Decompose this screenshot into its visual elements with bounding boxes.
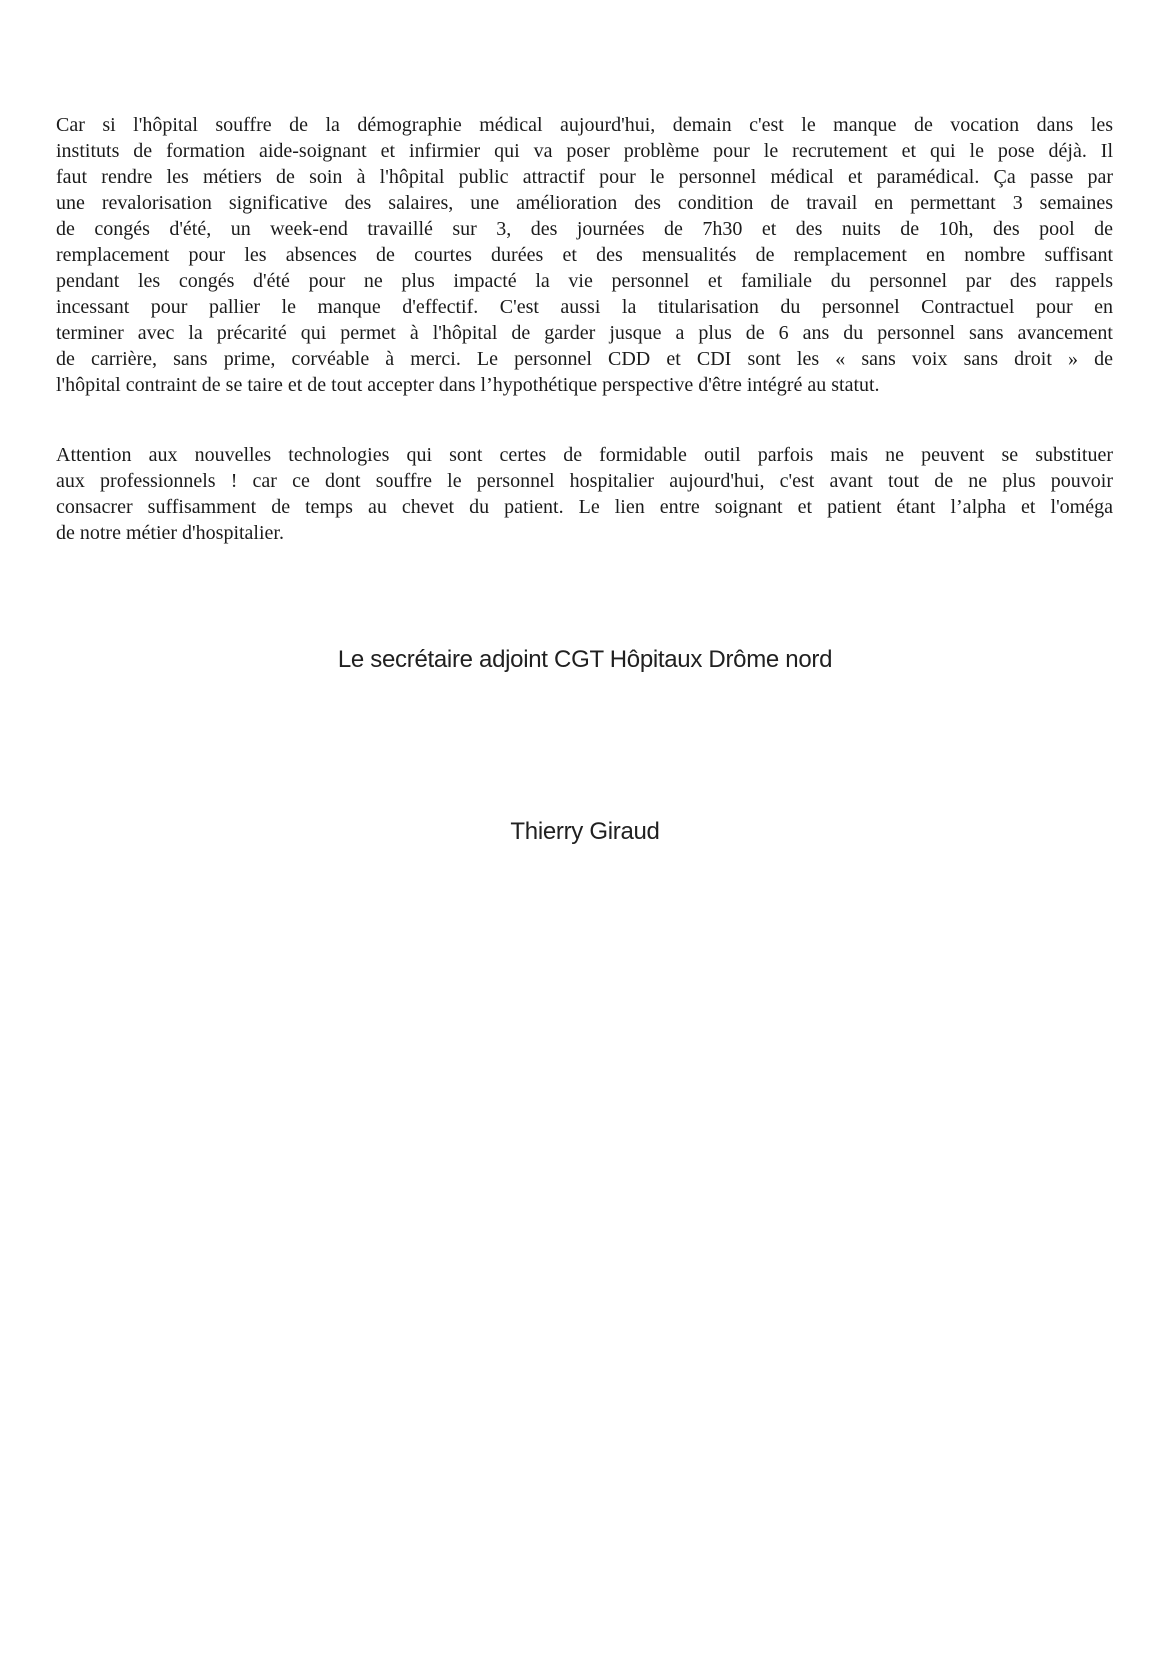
text-line: de congés d'été, un week-end travaillé sur 3, des journées de 7h30 et des nuits de 10h, des pool de <box>56 218 1113 240</box>
text-line: remplacement pour les absences de courtes durées et des mensualités de remplacement en nombre suffisant <box>56 244 1113 266</box>
text-line: de carrière, sans prime, corvéable à merci. Le personnel CDD et CDI sont les « sans voix sans droit » de <box>56 348 1113 370</box>
text-line: une revalorisation significative des salaires, une amélioration des condition de travail en permettant 3 semaines <box>56 192 1113 214</box>
text-line: consacrer suffisamment de temps au chevet du patient. Le lien entre soignant et patient étant l’alpha et l'oméga <box>56 496 1113 518</box>
text-line: pendant les congés d'été pour ne plus impacté la vie personnel et familiale du personnel par des rappels <box>56 270 1113 292</box>
body-text <box>56 112 1113 546</box>
text-line: instituts de formation aide-soignant et infirmier qui va poser problème pour le recrutement et qui le pose déjà. Il <box>56 140 1113 162</box>
signature-role-line: Le secrétaire adjoint CGT Hôpitaux Drôme nord <box>337 646 833 673</box>
paragraph <box>56 112 1113 398</box>
signature-name-line: Thierry Giraud <box>510 818 660 845</box>
text-line: terminer avec la précarité qui permet à l'hôpital de garder jusque a plus de 6 ans du personnel sans avancement <box>56 322 1113 344</box>
text-line: incessant pour pallier le manque d'effectif. C'est aussi la titularisation du personnel Contractuel pour en <box>56 296 1113 318</box>
text-line: de notre métier d'hospitalier. <box>56 522 284 544</box>
text-line: Attention aux nouvelles technologies qui sont certes de formidable outil parfois mais ne peuvent se substituer <box>56 444 1113 466</box>
text-line: faut rendre les métiers de soin à l'hôpital public attractif pour le personnel médical et paramédical. Ça passe par <box>56 166 1113 188</box>
text-line: Car si l'hôpital souffre de la démographie médical aujourd'hui, demain c'est le manque de vocation dans les <box>56 114 1113 136</box>
text-line: l'hôpital contraint de se taire et de tout accepter dans l’hypothétique perspective d'être intégré au statut. <box>56 374 880 396</box>
paragraph <box>56 442 1113 546</box>
text-line: aux professionnels ! car ce dont souffre le personnel hospitalier aujourd'hui, c'est avant tout de ne plus pouvoir <box>56 470 1113 492</box>
